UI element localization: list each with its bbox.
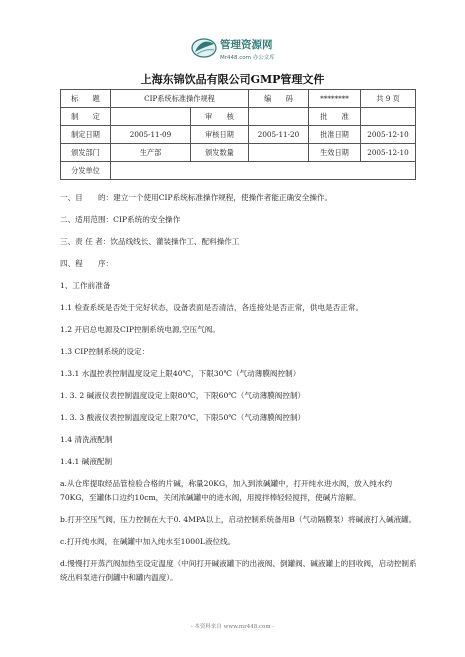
document-title: 上海东锦饮品有限公司GMP管理文件 bbox=[140, 73, 325, 86]
section-procedure: 四、程 序： bbox=[60, 259, 114, 268]
logo-subtitle: Mr448.com 办公文库 bbox=[220, 55, 275, 61]
section-preparation: 1、工作前准备 bbox=[60, 281, 111, 290]
review-date-label: 审核日期 bbox=[191, 126, 249, 144]
distribution-value bbox=[111, 162, 416, 180]
paragraph-1-3-1: 1.3.1 水温控表控制温度设定上限40℃，下限30℃（气动薄膜阀控制） bbox=[60, 369, 301, 378]
page-count: 共 9 页 bbox=[361, 90, 416, 108]
paragraph-1-3-2: 1. 3. 2 碱液仪表控制温度设定上限80℃，下限60℃（气动薄膜阀控制） bbox=[60, 391, 306, 400]
issuing-dept-label: 颁发部门 bbox=[61, 144, 111, 162]
draft-date-label: 制定日期 bbox=[61, 126, 111, 144]
paragraph-1-4-1: 1.4.1 碱液配制 bbox=[60, 457, 113, 466]
section-scope: 二、适用范围：CIP系统的安全操作 bbox=[60, 215, 181, 224]
paragraph-1-2: 1.2 开启总电源及CIP控制系统电源,空压气阀。 bbox=[60, 325, 220, 334]
table-row bbox=[61, 126, 416, 144]
issue-quantity-label: 颁发数量 bbox=[191, 144, 249, 162]
issuing-dept-value: 生产部 bbox=[111, 144, 191, 162]
draft-date-value: 2005-11-09 bbox=[111, 126, 191, 144]
issue-quantity-value bbox=[249, 144, 309, 162]
table-row bbox=[61, 108, 416, 126]
effective-date-value: 2005-12-10 bbox=[361, 144, 416, 162]
document-body bbox=[60, 191, 420, 585]
drafted-by-label: 制 定 bbox=[61, 108, 111, 126]
approved-by-value bbox=[361, 108, 416, 126]
reviewed-by-value bbox=[249, 108, 309, 126]
paragraph-a: a.从仓库提取经品管检验合格的片碱，称量20KG，加入到浓碱罐中，打开纯水进水阀，放入纯水约70KG，至罐体口边约10cm，关闭浓碱罐中的进水阀，用搅拌棒轻轻搅拌，使碱片溶解。 bbox=[60, 479, 393, 502]
table-row bbox=[61, 90, 416, 108]
review-date-value: 2005-11-20 bbox=[249, 126, 309, 144]
effective-date-label: 生效日期 bbox=[309, 144, 361, 162]
code-label: 编 码 bbox=[249, 90, 309, 108]
paragraph-d: d.慢慢打开蒸汽阀加热至设定温度（中间打开碱液罐下的出液阀、倒罐阀、碱液罐上的回收阀，启动控制系统出料泵进行倒罐中和罐内温度）。 bbox=[60, 559, 417, 582]
reviewed-by-label: 审 核 bbox=[191, 108, 249, 126]
title-value: CIP系统标准操作规程 bbox=[111, 90, 249, 108]
section-purpose: 一、目 的：建立一个使用CIP系统标准操作规程，使操作者能正确安全操作。 bbox=[60, 193, 333, 202]
approval-date-value: 2005-12-10 bbox=[361, 126, 416, 144]
title-label: 标 题 bbox=[61, 90, 111, 108]
page-footer: - 本资料来自 www.mr448.com - bbox=[190, 624, 275, 630]
table-row bbox=[61, 162, 416, 180]
paragraph-1-1: 1.1 检查系统是否处于完好状态，设备表面是否清洁，各连接处是否正常，供电是否正常。 bbox=[60, 303, 364, 312]
paragraph-1-3-3: 1. 3. 3 酸液仪表控制温度设定上限70℃，下限50℃（气动薄膜阀控制） bbox=[60, 413, 306, 422]
code-value: ******** bbox=[309, 90, 361, 108]
paragraph-1-3: 1.3 CIP控制系统的设定： bbox=[60, 347, 150, 356]
paragraph-1-4: 1.4 清洗液配制 bbox=[60, 435, 113, 444]
approved-by-label: 批 准 bbox=[309, 108, 361, 126]
logo-name: 管理资源网 bbox=[220, 39, 273, 51]
distribution-label: 分发单位 bbox=[61, 162, 111, 180]
paragraph-c: c.打开纯水阀，在碱罐中加入纯水至1000L液位线。 bbox=[60, 537, 236, 546]
leaf-logo-icon bbox=[190, 34, 218, 62]
approval-date-label: 批准日期 bbox=[309, 126, 361, 144]
drafted-by-value bbox=[111, 108, 191, 126]
section-responsible: 三、责 任 者：饮品线线长、灌装操作工、配料操作工 bbox=[60, 237, 240, 246]
document-header-table bbox=[60, 89, 416, 180]
paragraph-b: b.打开空压气阀，压力控制在大于0. 4MPA以上，启动控制系统备用B（气动隔膜泵）将碱液打入碱液罐。 bbox=[60, 515, 417, 524]
table-row bbox=[61, 144, 416, 162]
site-logo bbox=[190, 34, 290, 68]
